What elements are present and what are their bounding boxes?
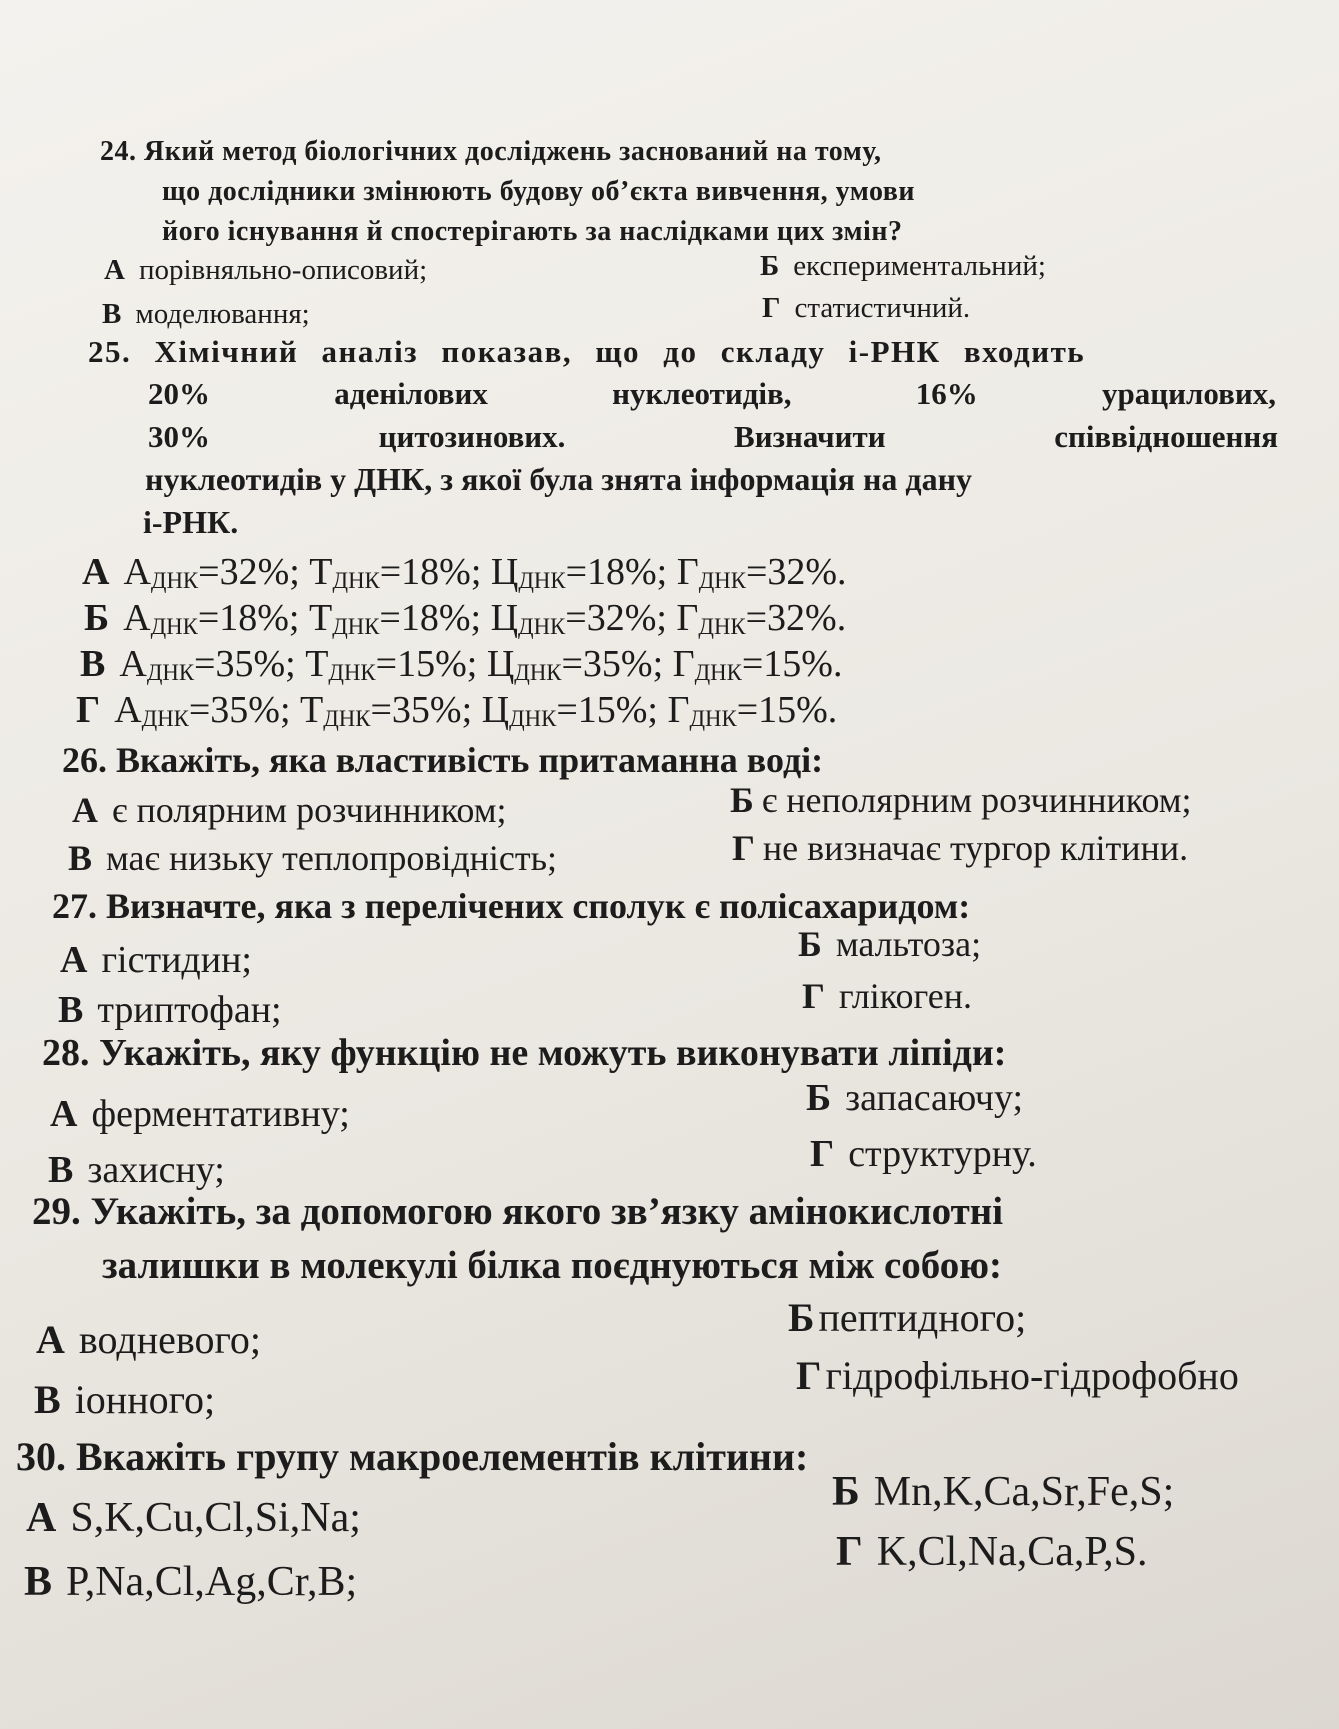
option-letter: В xyxy=(48,1149,74,1191)
question-stem xyxy=(16,1432,808,1482)
option-letter: В xyxy=(80,643,106,685)
stem-line: Укажіть, за допомогою якого зв’язку амінокислотні xyxy=(90,1190,1004,1233)
question-number: 30. xyxy=(16,1434,66,1479)
option-v xyxy=(48,1150,225,1190)
option-letter: А xyxy=(72,790,98,830)
option-letter: А xyxy=(26,1495,57,1541)
option-b xyxy=(806,1078,1023,1118)
option-letter: Б xyxy=(798,924,822,964)
option-a xyxy=(60,940,252,980)
question-number: 24. xyxy=(100,136,137,167)
option-text: статистичний. xyxy=(794,292,971,324)
question-number: 29. xyxy=(32,1190,81,1233)
option-v xyxy=(24,1559,358,1605)
option-v xyxy=(58,990,282,1030)
option-letter: А xyxy=(36,1317,65,1362)
option-g xyxy=(762,288,970,328)
option-v xyxy=(34,1377,216,1422)
option-b xyxy=(84,598,846,647)
option-letter: Б xyxy=(730,780,754,820)
question-stem xyxy=(88,332,1278,372)
option-a xyxy=(72,790,507,830)
option-text: не визначає тургор клітини. xyxy=(762,828,1189,868)
question-24 xyxy=(100,132,1250,252)
option-b xyxy=(788,1295,1027,1340)
option-letter: В xyxy=(24,1559,53,1605)
option-b xyxy=(798,924,981,964)
option-letter: Б xyxy=(832,1469,860,1515)
option-text: структурну. xyxy=(848,1133,1037,1175)
nucleotide-t: $Т_{ДНК}=18\%$; xyxy=(308,597,482,639)
option-g xyxy=(802,976,972,1016)
option-g xyxy=(76,690,837,739)
stem-line: Який метод біологічних досліджень заснований на тому, xyxy=(144,136,882,167)
option-v xyxy=(80,644,842,693)
option-letter: В xyxy=(34,1377,61,1422)
nucleotide-t: $Т_{ДНК}=15\%$; xyxy=(305,643,478,685)
nucleotide-c: $Ц_{ДНК}=35\%$; xyxy=(486,643,664,685)
option-letter: Г xyxy=(76,689,101,731)
option-a xyxy=(82,552,847,601)
question-29 xyxy=(32,1188,1003,1290)
question-stem xyxy=(62,738,823,782)
option-letter: Г xyxy=(732,828,755,868)
option-text: моделювання; xyxy=(135,298,310,330)
question-number: 27. xyxy=(52,886,97,926)
option-v xyxy=(102,294,310,334)
stem-line: його існування й спостерігають за наслідками цих змін? xyxy=(162,216,903,247)
option-text: гідрофільно-гідрофобно xyxy=(825,1353,1239,1398)
option-text: ферментативну; xyxy=(91,1093,350,1135)
option-text: іонного; xyxy=(74,1377,216,1422)
stem-line: Визначте, яка з перелічених сполук є полісахаридом: xyxy=(106,886,971,926)
option-v xyxy=(68,838,557,878)
option-g xyxy=(732,828,1188,868)
nucleotide-a: $А_{ДНК}=18\%$; xyxy=(123,597,300,639)
question-number: 28. xyxy=(42,1032,90,1074)
option-text: є неполярним розчинником; xyxy=(761,780,1192,820)
stem-line: Хімічний аналіз показав, що до складу і-РНК входить xyxy=(154,334,1086,369)
option-text: S,K,Cu,Cl,Si,Na; xyxy=(70,1495,361,1541)
question-28 xyxy=(42,1030,1006,1076)
nucleotide-t: $Т_{ДНК}=35\%$; xyxy=(300,689,473,731)
nucleotide-g: $Г_{ДНК}=15\%$. xyxy=(672,643,843,685)
option-letter: Б xyxy=(788,1295,815,1340)
nucleotide-c: $Ц_{ДНК}=18\%$; xyxy=(490,551,668,593)
option-b xyxy=(730,780,1192,820)
option-letter: А xyxy=(50,1093,78,1135)
nucleotide-c: $Ц_{ДНК}=32\%$; xyxy=(490,597,667,639)
option-g xyxy=(810,1134,1037,1174)
question-27 xyxy=(52,884,970,928)
option-text: мальтоза; xyxy=(835,924,982,964)
option-letter: Г xyxy=(836,1529,863,1575)
option-letter: В xyxy=(68,838,93,878)
option-text: порівняльно-описовий; xyxy=(138,254,428,286)
question-number: 26. xyxy=(62,740,107,780)
option-letter: В xyxy=(102,298,122,330)
question-stem xyxy=(52,884,970,928)
option-letter: Г xyxy=(802,976,825,1016)
stem-line: 30% цитозинових. Визначити співвідношення xyxy=(148,419,1278,454)
option-b xyxy=(832,1469,1175,1515)
nucleotide-a: $А_{ДНК}=32\%$; xyxy=(123,551,300,593)
question-number: 25. xyxy=(88,334,132,369)
option-letter: Г xyxy=(762,292,781,324)
option-text: експериментальний; xyxy=(793,250,1046,282)
stem-line: нуклеотидів у ДНК, з якої була знята інформація на дану xyxy=(145,461,973,497)
option-g xyxy=(836,1529,1148,1575)
option-text: є полярним розчинником; xyxy=(112,790,507,830)
option-a xyxy=(36,1317,261,1362)
stem-line: 20% аденілових нуклеотидів, 16% урацилових, xyxy=(148,376,1276,411)
option-text: водневого; xyxy=(78,1317,261,1362)
option-a xyxy=(26,1495,361,1541)
stem-line: залишки в молекулі білка поєднуються між собою: xyxy=(102,1244,1003,1287)
option-text: захисну; xyxy=(87,1149,225,1191)
stem-line: Вкажіть, яка властивість притаманна воді: xyxy=(116,740,824,780)
option-text: P,Na,Cl,Ag,Cr,B; xyxy=(66,1559,358,1605)
option-b xyxy=(760,246,1046,286)
question-stem xyxy=(32,1188,1003,1236)
nucleotide-a: $А_{ДНК}=35\%$; xyxy=(114,689,291,731)
stem-line: Вкажіть групу макроелементів клітини: xyxy=(76,1434,809,1479)
option-text: запасаючу; xyxy=(845,1077,1024,1119)
option-letter: Г xyxy=(810,1133,835,1175)
option-letter: А xyxy=(104,254,125,286)
question-stem xyxy=(42,1030,1006,1076)
nucleotide-c: $Ц_{ДНК}=15\%$; xyxy=(481,689,658,731)
option-letter: Б xyxy=(84,597,110,639)
option-letter: В xyxy=(58,989,84,1031)
nucleotide-t: $Т_{ДНК}=18\%$; xyxy=(309,551,482,593)
option-text: має низьку теплопровідність; xyxy=(106,838,558,878)
option-letter: Б xyxy=(806,1077,832,1119)
option-text: K,Cl,Na,Ca,P,S. xyxy=(876,1529,1148,1575)
stem-line: що дослідники змінюють будову об’єкта вивчення, умови xyxy=(162,176,916,207)
option-a xyxy=(50,1094,350,1134)
option-letter: Б xyxy=(760,250,780,282)
option-text: триптофан; xyxy=(97,989,282,1031)
question-30 xyxy=(16,1432,808,1482)
question-stem xyxy=(100,132,1250,172)
stem-line: і-РНК. xyxy=(143,504,239,540)
nucleotide-g: $Г_{ДНК}=32\%$. xyxy=(676,597,847,639)
option-text: пептидного; xyxy=(818,1295,1027,1340)
nucleotide-g: $Г_{ДНК}=32\%$. xyxy=(676,551,847,593)
nucleotide-a: $А_{ДНК}=35\%$; xyxy=(119,643,296,685)
option-letter: А xyxy=(82,551,110,593)
option-a xyxy=(104,250,427,290)
question-26 xyxy=(62,738,823,782)
option-letter: Г xyxy=(796,1353,822,1398)
nucleotide-g: $Г_{ДНК}=15\%$. xyxy=(667,689,838,731)
option-letter: А xyxy=(60,939,88,981)
stem-line: Укажіть, яку функцію не можуть виконувати ліпіди: xyxy=(99,1032,1007,1074)
option-text: Mn,K,Ca,Sr,Fe,S; xyxy=(873,1469,1175,1515)
option-g xyxy=(796,1353,1239,1398)
question-25 xyxy=(88,332,1278,544)
option-text: глікоген. xyxy=(838,976,973,1016)
option-text: гістидин; xyxy=(101,939,252,981)
